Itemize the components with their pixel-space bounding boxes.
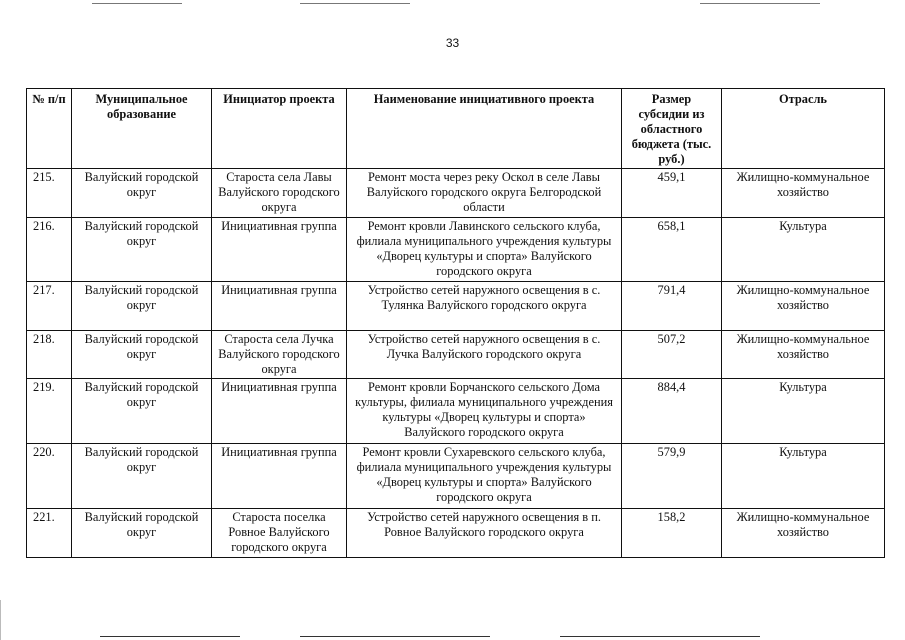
scan-edge-top-right [700, 3, 820, 4]
row-sector: Культура [722, 218, 885, 282]
row-project: Устройство сетей наружного освещения в п. Ровное Валуйского городского округа [347, 509, 622, 558]
row-number: 216. [27, 218, 72, 282]
header-sector: Отрасль [722, 89, 885, 169]
row-municipality: Валуйский городской округ [72, 282, 212, 331]
header-num: № п/п [27, 89, 72, 169]
row-municipality: Валуйский городской округ [72, 218, 212, 282]
row-project: Ремонт моста через реку Оскол в селе Лавы Валуйского городского округа Белгородской области [347, 169, 622, 218]
page-number: 33 [445, 36, 460, 50]
table-row [27, 218, 885, 282]
row-sector: Жилищно-коммунальное хозяйство [722, 509, 885, 558]
scan-edge-top-left [92, 3, 182, 4]
projects-table [26, 88, 885, 558]
row-subsidy: 507,2 [622, 331, 722, 379]
row-number: 217. [27, 282, 72, 331]
header-initiator: Инициатор проекта [212, 89, 347, 169]
row-sector: Жилищно-коммунальное хозяйство [722, 331, 885, 379]
table-row [27, 331, 885, 379]
scan-edge-top-mid [300, 3, 410, 4]
row-sector: Культура [722, 379, 885, 444]
row-number: 220. [27, 444, 72, 509]
header-municipality: Муниципальное образование [72, 89, 212, 169]
header-subsidy: Размер субсидии из областного бюджета (тыс. руб.) [622, 89, 722, 169]
row-municipality: Валуйский городской округ [72, 331, 212, 379]
table-row [27, 509, 885, 558]
row-project: Ремонт кровли Борчанского сельского Дома культуры, филиала муниципального учреждения культуры «Дворец культуры и спорта» Валуйского городского округа [347, 379, 622, 444]
row-number: 219. [27, 379, 72, 444]
row-number: 218. [27, 331, 72, 379]
row-municipality: Валуйский городской округ [72, 509, 212, 558]
row-initiator: Инициативная группа [212, 444, 347, 509]
scan-edge-bottom-mid [300, 636, 490, 637]
row-municipality: Валуйский городской округ [72, 169, 212, 218]
row-project: Ремонт кровли Лавинского сельского клуба, филиала муниципального учреждения культуры «Дворец культуры и спорта» Валуйского городского округа [347, 218, 622, 282]
header-project: Наименование инициативного проекта [347, 89, 622, 169]
table-row [27, 444, 885, 509]
row-number: 215. [27, 169, 72, 218]
table-row [27, 379, 885, 444]
row-subsidy: 459,1 [622, 169, 722, 218]
row-municipality: Валуйский городской округ [72, 444, 212, 509]
row-initiator: Инициативная группа [212, 218, 347, 282]
row-subsidy: 658,1 [622, 218, 722, 282]
row-municipality: Валуйский городской округ [72, 379, 212, 444]
row-sector: Жилищно-коммунальное хозяйство [722, 169, 885, 218]
table-row [27, 282, 885, 331]
row-subsidy: 158,2 [622, 509, 722, 558]
row-sector: Культура [722, 444, 885, 509]
row-project: Ремонт кровли Сухаревского сельского клуба, филиала муниципального учреждения культуры «Дворец культуры и спорта» Валуйского городского округа [347, 444, 622, 509]
scan-edge-bottom-left [100, 636, 240, 637]
row-initiator: Староста села Лучка Валуйского городского округа [212, 331, 347, 379]
row-initiator: Инициативная группа [212, 282, 347, 331]
table-row [27, 169, 885, 218]
row-subsidy: 884,4 [622, 379, 722, 444]
row-project: Устройство сетей наружного освещения в с. Лучка Валуйского городского округа [347, 331, 622, 379]
row-number: 221. [27, 509, 72, 558]
row-initiator: Староста села Лавы Валуйского городского округа [212, 169, 347, 218]
scan-edge-left [0, 600, 1, 640]
row-subsidy: 579,9 [622, 444, 722, 509]
row-project: Устройство сетей наружного освещения в с. Тулянка Валуйского городского округа [347, 282, 622, 331]
row-sector: Жилищно-коммунальное хозяйство [722, 282, 885, 331]
scan-edge-bottom-right [560, 636, 760, 637]
table-header-row [27, 89, 885, 169]
row-initiator: Инициативная группа [212, 379, 347, 444]
row-initiator: Староста поселка Ровное Валуйского городского округа [212, 509, 347, 558]
row-subsidy: 791,4 [622, 282, 722, 331]
